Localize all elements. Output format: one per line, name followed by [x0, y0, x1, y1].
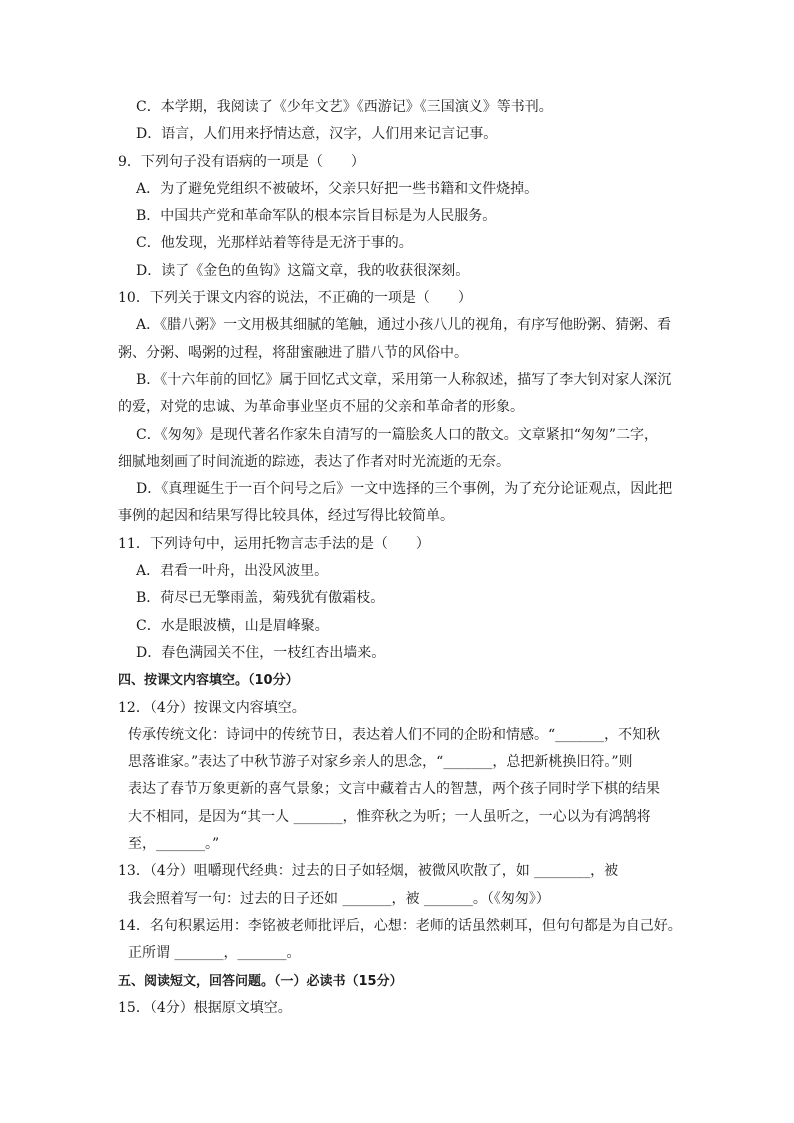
- question-10-option-d-cont: 事例的起因和结果写得比较具体，经过写得比较简单。: [118, 508, 454, 525]
- option-c-prev: C．本学期，我阅读了《少年文艺》《西游记》《三国演义》等书刊。: [136, 99, 553, 115]
- question-12: 12．（4分）按课文内容填空。: [118, 699, 306, 716]
- question-9-option-b: B．中国共产党和革命军队的根本宗旨目标是为人民服务。: [136, 208, 497, 225]
- question-13-cont: 我会照着写一句：过去的日子还如 _______，被 _______。（《匆匆》）: [128, 890, 550, 907]
- section-5-heading: 五、阅读短文，回答问题。（一）必读书（15分）: [118, 973, 403, 989]
- question-11: 11．下列诗句中，运用托物言志手法的是（ ）: [118, 535, 430, 552]
- passage-line: 传承传统文化：诗词中的传统节日，表达着人们不同的企盼和情感。“_______，不知秋: [128, 726, 661, 743]
- question-11-option-d: D．春色满园关不住，一枝红杏出墙来。: [136, 644, 386, 661]
- question-10-option-a-cont: 粥、分粥、喝粥的过程，将甜蜜融进了腊八节的风俗中。: [118, 344, 468, 361]
- exam-page: [118, 94, 682, 1022]
- question-13: 13．（4分）咀嚼现代经典：过去的日子如轻烟，被微风吹散了，如 ________，被: [118, 863, 619, 880]
- question-11-option-b: B．荷尽已无擎雨盖，菊残犹有傲霜枝。: [136, 590, 385, 607]
- question-9-option-d: D．读了《金色的鱼钩》这篇文章，我的收获很深刻。: [136, 262, 470, 279]
- question-15: 15．（4分）根据原文填空。: [118, 999, 292, 1016]
- question-9-option-a: A．为了避免党组织不被破坏，父亲只好把一些书籍和文件烧掉。: [136, 180, 539, 197]
- option-d-prev: D．语言，人们用来抒情达意，汉字，人们用来记言记事。: [136, 126, 498, 143]
- question-10-option-c: C．《匆匆》是现代著名作家朱自清写的一篇脍炙人口的散文。文章紧扣“匆匆”二字，: [136, 426, 659, 443]
- passage-line: 思落谁家。”表达了中秋节游子对家乡亲人的思念，“_______，总把新桃换旧符。”则: [128, 754, 633, 771]
- question-11-option-c: C．水是眼波横，山是眉峰聚。: [136, 617, 329, 634]
- question-10-option-b: B．《十六年前的回忆》属于回忆式文章，采用第一人称叙述，描写了李大钊对家人深沉: [136, 371, 672, 388]
- question-12-passage: [118, 722, 678, 858]
- question-11-option-a: A．君看一叶舟，出没风波里。: [136, 563, 329, 580]
- question-14: 14．名句积累运用：李铭被老师批评后，心想：老师的话虽然刺耳，但句句都是为自己好。: [118, 917, 682, 934]
- question-10-option-b-cont: 的爱，对党的忠诚、为革命事业坚贞不屈的父亲和革命者的形象。: [118, 399, 524, 416]
- question-14-cont: 正所谓 _______，_______。: [128, 945, 301, 962]
- question-10-option-a: A．《腊八粥》一文用极其细腻的笔触，通过小孩八儿的视角，有序写他盼粥、猜粥、看: [136, 317, 672, 334]
- section-4-heading: 四、按课文内容填空。（10分）: [118, 673, 299, 689]
- question-9: 9．下列句子没有语病的一项是（ ）: [118, 153, 365, 170]
- passage-line: 至，_______。”: [128, 836, 220, 853]
- question-10-option-d: D．《真理诞生于一百个问号之后》一文中选择的三个事例，为了充分论证观点，因此把: [136, 481, 673, 498]
- question-9-option-c: C．他发现，光那样站着等待是无济于事的。: [136, 235, 413, 252]
- passage-line: 表达了春节万象更新的喜气景象；文言中藏着古人的智慧，两个孩子同时学下棋的结果: [128, 781, 660, 798]
- question-10-option-c-cont: 细腻地刻画了时间流逝的踪迹，表达了作者对时光流逝的无奈。: [118, 453, 510, 470]
- question-10: 10．下列关于课文内容的说法，不正确的一项是（ ）: [118, 290, 472, 307]
- passage-line: 大不相同，是因为“其一人 _______，惟弈秋之为听；一人虽听之，一心以为有鸿鹄将: [128, 808, 651, 825]
